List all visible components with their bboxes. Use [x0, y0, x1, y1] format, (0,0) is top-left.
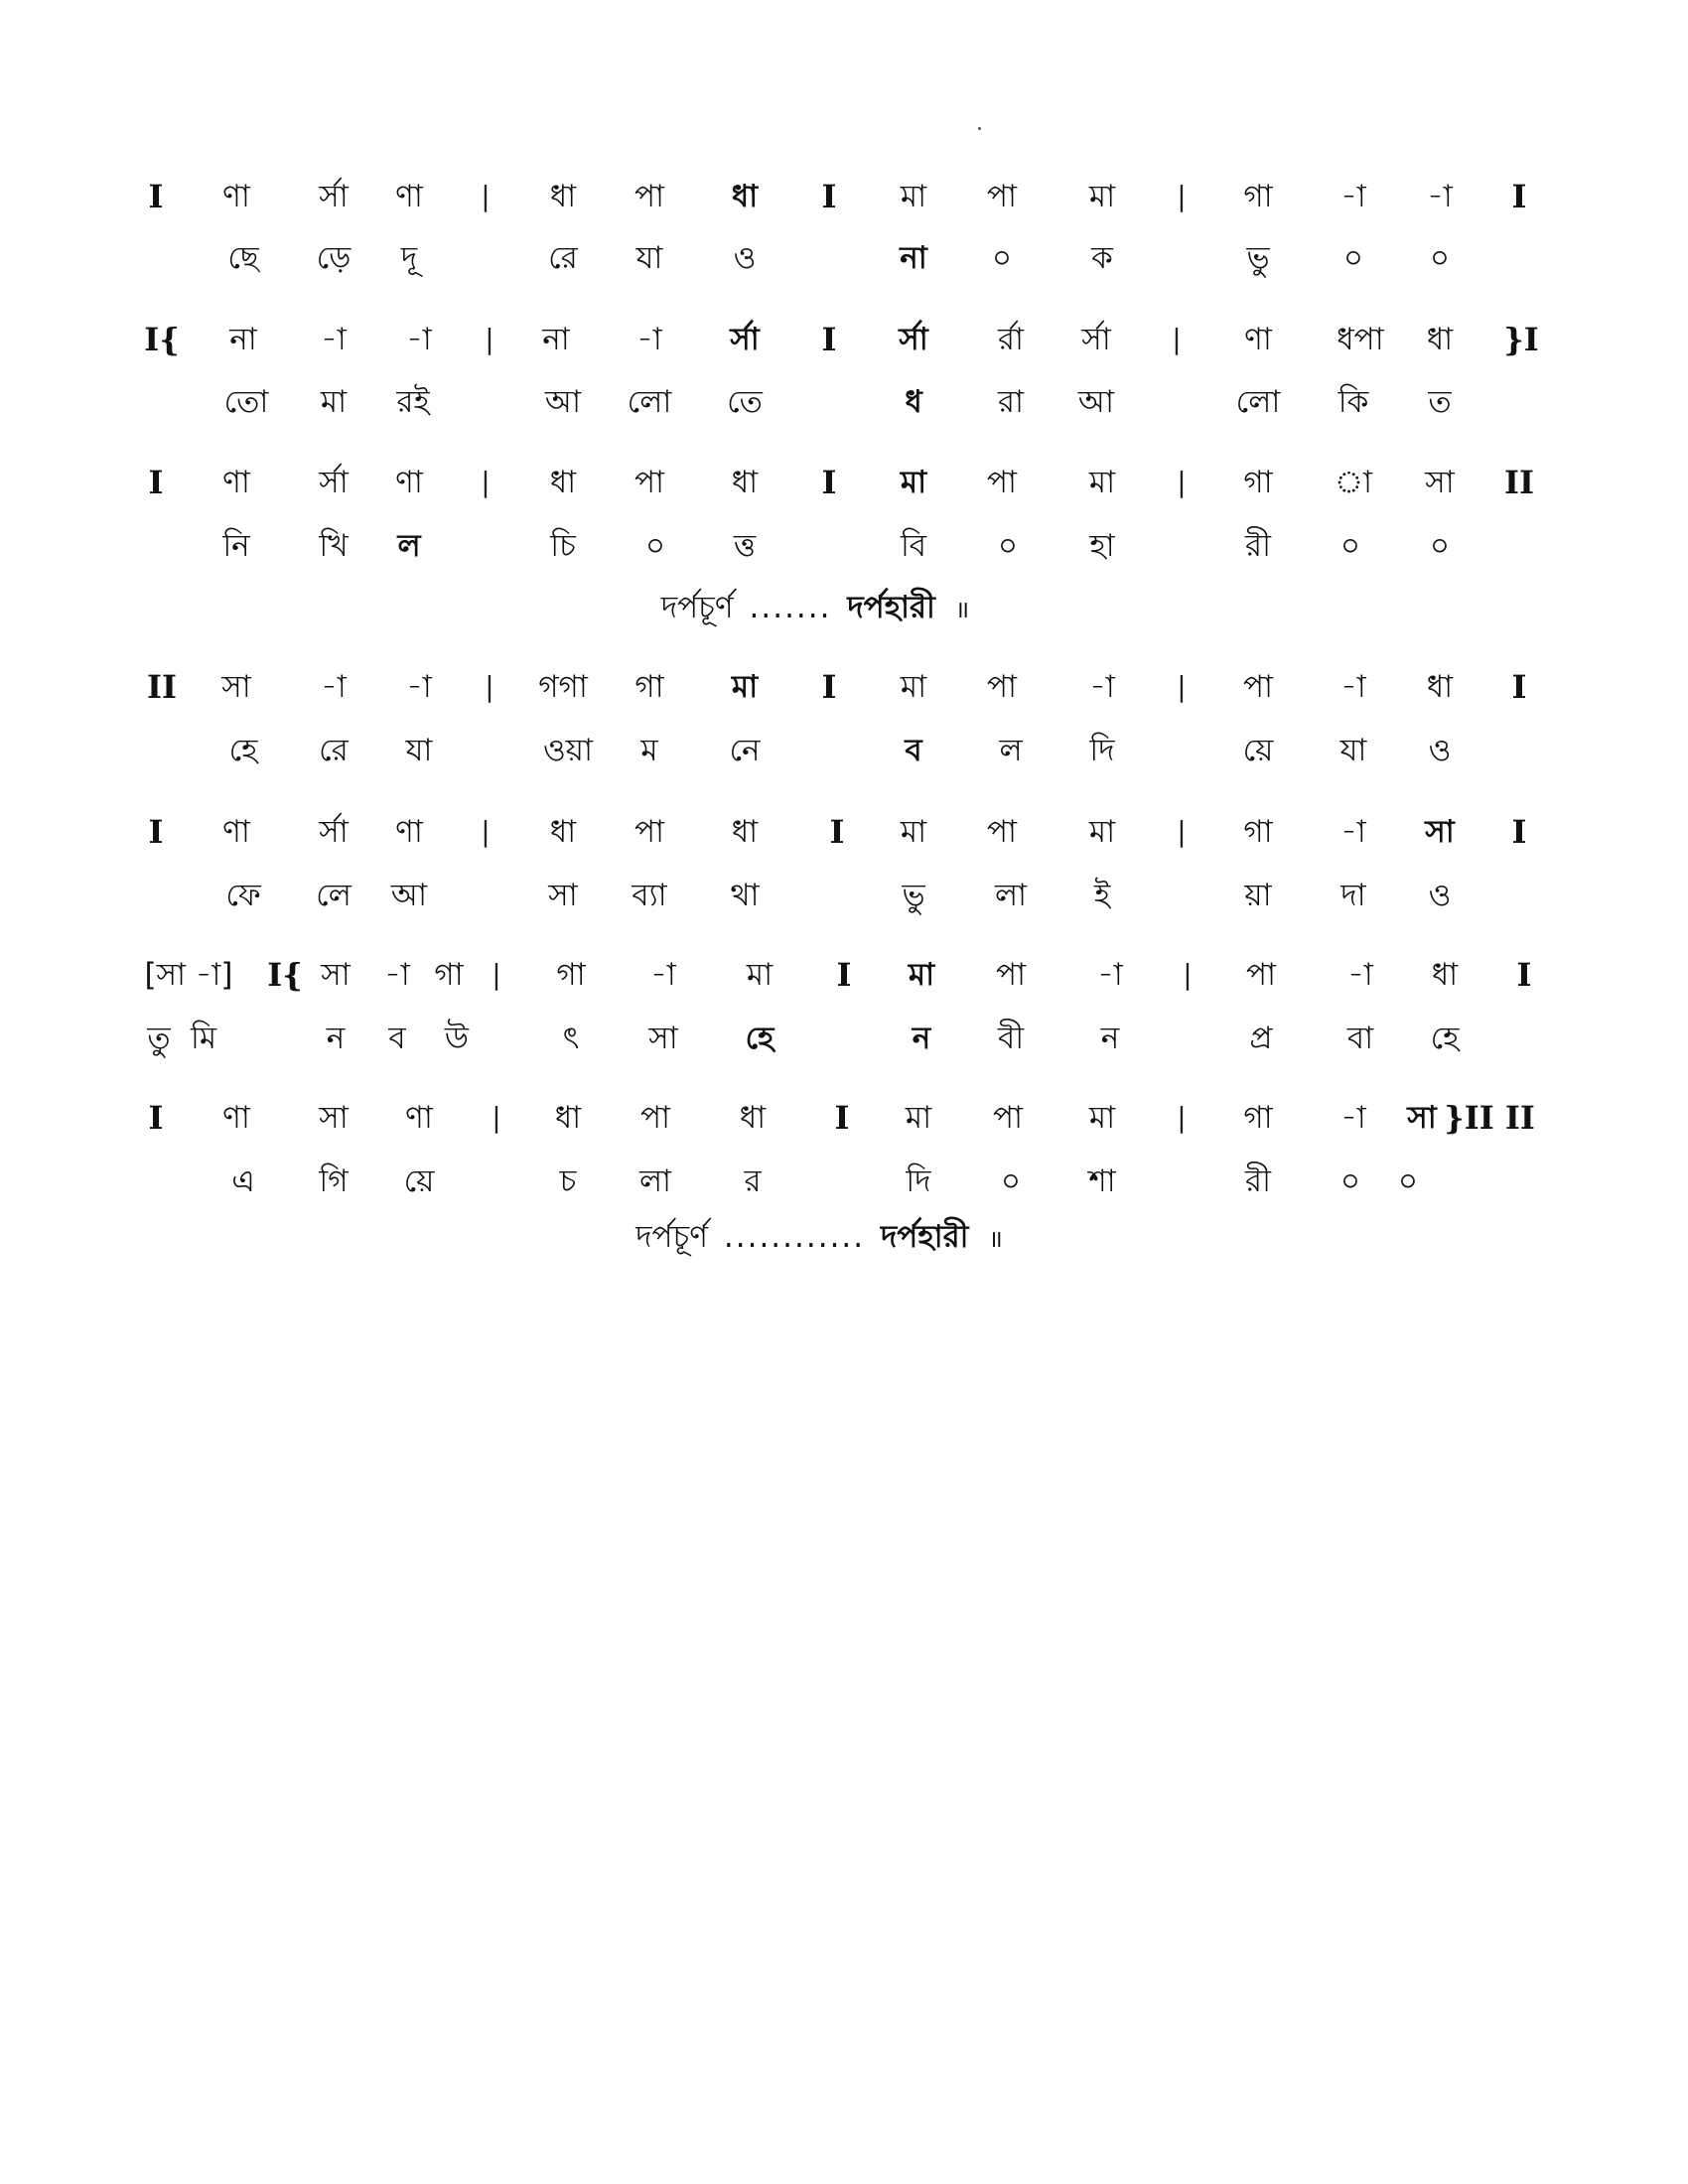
notation-row-1: [0, 177, 1688, 226]
syllable: চ: [559, 1163, 577, 1199]
syllable: ব: [388, 1021, 406, 1056]
notation-row-7: [0, 1098, 1688, 1148]
syllable: রে: [548, 240, 578, 276]
note: -া: [1340, 179, 1366, 214]
syllable: রই: [396, 384, 430, 420]
syllable: ফে: [225, 878, 261, 913]
note: ণা: [222, 1100, 250, 1136]
bar-close: I: [1511, 813, 1527, 851]
bar-close: II: [1504, 464, 1534, 501]
note: ণা: [395, 814, 423, 850]
syllable: যা: [635, 240, 663, 276]
bar-open: I: [148, 178, 164, 215]
note: ধপা: [1336, 322, 1384, 357]
note: র্সা: [319, 814, 349, 850]
syllable: ধ: [905, 384, 922, 420]
prefix-notes: [সা -া]: [144, 957, 233, 993]
syllable: ওয়া: [542, 733, 594, 768]
note: র্সা: [319, 179, 349, 214]
bar-open: I: [148, 464, 164, 501]
note: পা: [992, 1100, 1024, 1136]
note: ধা: [739, 1100, 767, 1136]
syllable: ০: [1429, 528, 1451, 564]
note: ধা: [731, 179, 759, 214]
syllable: ন: [326, 1021, 346, 1056]
note: গা: [1243, 1100, 1273, 1136]
notation-row-5: [0, 812, 1688, 862]
note: গগা: [538, 669, 588, 705]
syllable: ও: [733, 240, 757, 276]
note: ধা: [549, 465, 577, 500]
note: পা: [633, 465, 665, 500]
lyric-row-7: [0, 1161, 1688, 1211]
bar-mid: I: [829, 813, 845, 851]
syllable: বী: [997, 1021, 1025, 1056]
syllable: ৎ: [562, 1021, 580, 1056]
syllable: দা: [1340, 878, 1366, 913]
note: ধা: [1426, 322, 1454, 357]
syllable: ০: [644, 528, 666, 564]
syllable: ত: [1428, 384, 1452, 420]
syllable: লা: [994, 878, 1028, 913]
note: সা: [319, 1100, 349, 1136]
beat-bar: |: [1172, 323, 1182, 355]
note: -া: [1340, 814, 1366, 850]
syllable: সা: [648, 1021, 678, 1056]
syllable: ড়ে: [316, 240, 352, 276]
refrain-line-2: [0, 1217, 1688, 1259]
refrain-end: দর্পহারী: [881, 1219, 969, 1255]
syllable: র: [744, 1163, 762, 1199]
syllable: রে: [319, 733, 349, 768]
note: পা: [986, 669, 1018, 705]
syllable: সা: [548, 878, 578, 913]
note: -া: [1340, 669, 1366, 705]
beat-bar: |: [1177, 180, 1187, 212]
note: -া: [1340, 1100, 1366, 1136]
note: -া: [321, 669, 347, 705]
syllable: কি: [1337, 384, 1369, 420]
note: না: [542, 322, 570, 357]
syllable: লো: [627, 384, 672, 420]
note: পা: [633, 814, 665, 850]
note: মা: [746, 957, 774, 993]
syllable: খি: [319, 528, 349, 564]
syllable: ০: [997, 528, 1019, 564]
note: ধা: [1426, 669, 1454, 705]
note: -া: [636, 322, 662, 357]
syllable: তো: [223, 384, 269, 420]
syllable: হে: [228, 733, 258, 768]
stray-dot: [978, 127, 981, 130]
bar-mid: I: [834, 1099, 850, 1137]
lyric-row-3: [0, 526, 1688, 576]
note: -া: [321, 322, 347, 357]
note: মা: [1088, 179, 1116, 214]
syllable: ই: [1093, 878, 1111, 913]
syllable: ছে: [227, 240, 259, 276]
syllable: চি: [550, 528, 576, 564]
syllable: ভু: [1246, 240, 1270, 276]
note: মা: [1088, 465, 1116, 500]
syllable: শা: [1088, 1163, 1116, 1199]
syllable: রা: [997, 384, 1025, 420]
syllable: উ: [444, 1021, 470, 1056]
syllable: লা: [638, 1163, 672, 1199]
double-danda: ॥: [954, 596, 970, 623]
syllable: আ: [390, 878, 428, 913]
syllable: য়ে: [403, 1163, 435, 1199]
syllable: থা: [730, 878, 760, 913]
syllable: গি: [319, 1163, 349, 1199]
syllable: ল: [397, 528, 421, 564]
syllable: য়া: [1244, 878, 1272, 913]
syllable: দূ: [400, 240, 418, 276]
syllable: ন: [912, 1021, 931, 1056]
lyric-row-6: [0, 1019, 1688, 1068]
beat-bar: |: [1183, 958, 1193, 991]
note: ণা: [405, 1100, 433, 1136]
syllable: দি: [906, 1163, 931, 1199]
bar-close: I: [1511, 668, 1527, 706]
syllable: বা: [1346, 1021, 1374, 1056]
notation-row-4: [0, 667, 1688, 717]
note: মা: [900, 465, 927, 500]
note: ধা: [554, 1100, 582, 1136]
note: সা: [1425, 465, 1455, 500]
note: -া: [650, 957, 676, 993]
bar-mid: I: [821, 178, 837, 215]
note: পা: [986, 179, 1018, 214]
refrain-dots: .......: [749, 590, 832, 625]
bar-mid: I: [821, 321, 837, 358]
note: ধা: [549, 179, 577, 214]
bar-close: I: [1511, 178, 1527, 215]
syllable: আ: [544, 384, 582, 420]
syllable: ত্ত: [733, 528, 757, 564]
note: গা: [1243, 814, 1273, 850]
note: -া: [1427, 179, 1453, 214]
refrain-end: দর্পহারী: [847, 590, 935, 625]
note: গা: [556, 957, 586, 993]
syllable: ম: [640, 733, 658, 768]
double-danda: ॥: [988, 1225, 1003, 1253]
note: পা: [1245, 957, 1277, 993]
bar-close: I: [1516, 956, 1532, 994]
bar-close: }I: [1503, 321, 1539, 358]
bar-mid: I: [821, 668, 837, 706]
bar-open: I{: [144, 321, 180, 358]
syllable: ও: [1428, 878, 1452, 913]
bar-mid: I: [821, 464, 837, 501]
syllable: ০: [1000, 1163, 1022, 1199]
note: ধা: [1431, 957, 1459, 993]
note: -া: [406, 322, 432, 357]
note: পা: [1242, 669, 1274, 705]
syllable: ০: [1339, 528, 1361, 564]
beat-bar: |: [481, 466, 491, 498]
lyric-row-2: [0, 382, 1688, 432]
note: র্সা: [319, 465, 349, 500]
note: গা: [1243, 179, 1273, 214]
notation-row-2: [0, 320, 1688, 369]
note: সা: [1407, 1100, 1437, 1136]
syllable: তু: [147, 1021, 171, 1056]
syllable: মি: [190, 1021, 217, 1056]
note: পা: [639, 1100, 671, 1136]
refrain-start: দর্পচূর্ণ: [635, 1219, 709, 1255]
syllable: ০: [991, 240, 1013, 276]
bar-open: I: [148, 1099, 164, 1137]
bar-mid: I: [836, 956, 852, 994]
note: ণা: [395, 179, 423, 214]
note: র্সা: [1081, 322, 1111, 357]
note: মা: [1088, 814, 1116, 850]
syllable: দি: [1089, 733, 1115, 768]
syllable: হে: [745, 1021, 774, 1056]
note: মা: [1088, 1100, 1116, 1136]
note: মা: [905, 1100, 932, 1136]
bar-close: }II II: [1444, 1099, 1535, 1137]
refrain-dots: ............: [723, 1219, 866, 1255]
note: ণা: [222, 179, 250, 214]
note: ণা: [222, 814, 250, 850]
note: মা: [900, 669, 927, 705]
note: ধা: [731, 814, 759, 850]
note: গা: [1243, 465, 1273, 500]
note: ধা: [731, 465, 759, 500]
note: পা: [986, 465, 1018, 500]
syllable: না: [900, 240, 927, 276]
syllable: য়ে: [1242, 733, 1274, 768]
syllable: ০: [1342, 240, 1364, 276]
note: -া: [406, 669, 432, 705]
syllable: রী: [1245, 528, 1271, 564]
note: -া: [1347, 957, 1373, 993]
note: ণা: [1244, 322, 1272, 357]
beat-bar: |: [481, 180, 491, 212]
note: ণা: [222, 465, 250, 500]
refrain-start: দর্পচূর্ণ: [660, 590, 734, 625]
syllable: ন: [1100, 1021, 1120, 1056]
syllable: যা: [1339, 733, 1367, 768]
syllable: আ: [1077, 384, 1115, 420]
note: সা: [221, 669, 251, 705]
beat-bar: |: [485, 670, 494, 703]
syllable: ০: [1429, 240, 1451, 276]
notation-row-3: [0, 463, 1688, 512]
syllable: ০: [1339, 1163, 1361, 1199]
note: ণা: [395, 465, 423, 500]
syllable: প্র: [1249, 1021, 1273, 1056]
syllable: যা: [405, 733, 433, 768]
note: া: [1334, 465, 1373, 500]
beat-bar: |: [492, 958, 501, 991]
syllable: ব্যা: [632, 878, 667, 913]
note: পা: [633, 179, 665, 214]
syllable: নি: [222, 528, 250, 564]
syllable: লো: [1235, 384, 1281, 420]
lyric-row-1: [0, 238, 1688, 288]
note: মা: [908, 957, 935, 993]
syllable: লে: [316, 878, 352, 913]
syllable: ক: [1091, 240, 1113, 276]
note: র্রা: [997, 322, 1025, 357]
note: গা: [434, 957, 464, 993]
note: পা: [986, 814, 1018, 850]
beat-bar: |: [1177, 1101, 1187, 1134]
bar-open: I: [148, 813, 164, 851]
note: -া: [1097, 957, 1123, 993]
syllable: নে: [729, 733, 761, 768]
beat-bar: |: [1177, 670, 1187, 703]
note: মা: [900, 179, 927, 214]
note: সা: [1425, 814, 1455, 850]
note: র্সা: [899, 322, 928, 357]
note: সা: [321, 957, 351, 993]
note: -া: [1089, 669, 1115, 705]
refrain-line-1: [0, 588, 1688, 629]
note: র্সা: [730, 322, 760, 357]
note: পা: [995, 957, 1027, 993]
syllable: বি: [900, 528, 927, 564]
note: মা: [900, 814, 927, 850]
bar-open: II: [147, 668, 177, 706]
note: মা: [731, 669, 759, 705]
beat-bar: |: [481, 815, 491, 848]
syllable: হা: [1089, 528, 1115, 564]
syllable: ও: [1428, 733, 1452, 768]
note: -া: [384, 957, 410, 993]
syllable: মা: [320, 384, 348, 420]
beat-bar: |: [485, 323, 494, 355]
note: ধা: [549, 814, 577, 850]
syllable: ল: [999, 733, 1023, 768]
syllable: ভু: [902, 878, 925, 913]
beat-bar: |: [492, 1101, 501, 1134]
note: গা: [634, 669, 664, 705]
syllable: ০: [1397, 1163, 1419, 1199]
lyric-row-5: [0, 876, 1688, 925]
lyric-row-4: [0, 731, 1688, 780]
syllable: রী: [1245, 1163, 1271, 1199]
syllable: হে: [1430, 1021, 1460, 1056]
beat-bar: |: [1177, 466, 1187, 498]
beat-bar: |: [1177, 815, 1187, 848]
syllable: ব: [905, 733, 922, 768]
syllable: তে: [727, 384, 763, 420]
bar-open: I{: [267, 956, 303, 994]
syllable: এ: [231, 1163, 255, 1199]
note: না: [229, 322, 257, 357]
notation-row-6: [0, 955, 1688, 1005]
